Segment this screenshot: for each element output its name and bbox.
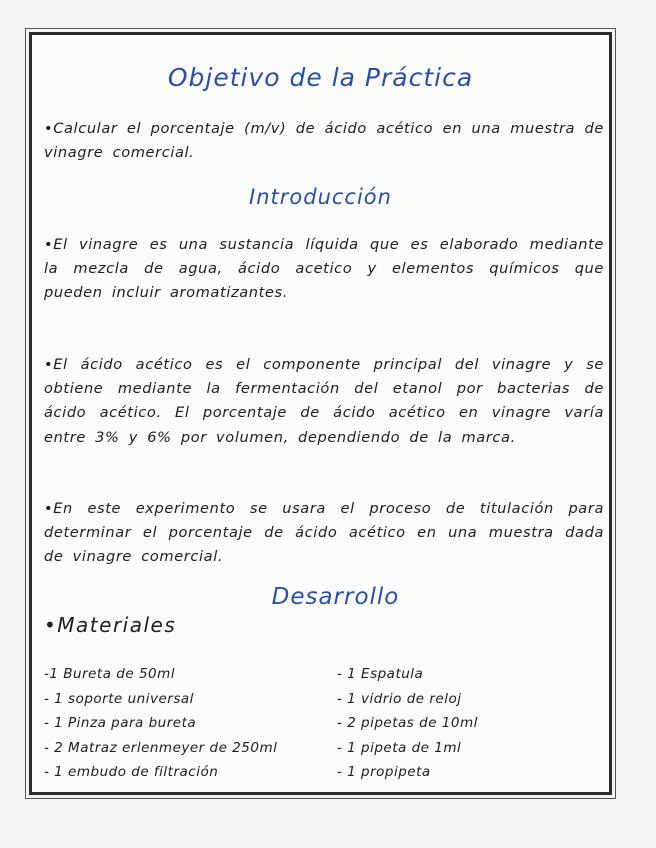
desarrollo-title: Desarrollo [271, 584, 400, 610]
materiales-list-left [44, 662, 334, 785]
material-item: - 2 Matraz erlenmeyer de 250ml [44, 739, 278, 756]
material-item: -1 Bureta de 50ml [44, 666, 176, 682]
materiales-heading: •Materiales [44, 613, 177, 637]
objetivo-text: •Calcular el porcentaje (m/v) de ácido acético en una muestra de vinagre comercial. [44, 120, 604, 162]
material-item: - 1 pipeta de 1ml [337, 739, 462, 756]
introduccion-title: Introducción [249, 185, 392, 209]
materiales-list-right [337, 662, 627, 785]
material-item: - 1 Pinza para bureta [44, 715, 197, 731]
material-item: - 2 pipetas de 10ml [337, 715, 478, 731]
material-item: - 1 embudo de filtración [44, 764, 219, 780]
material-item: - 1 Espatula [337, 666, 424, 682]
material-item: - 1 vidrio de reloj [337, 690, 462, 707]
intro-paragraph: •El vinagre es una sustancia líquida que es elaborado mediante la mezcla de agua, ácido acetico y elementos químicos que pueden incluir aromatizantes. [44, 236, 604, 302]
intro-paragraph: •El ácido acético es el componente principal del vinagre y se obtiene mediante la fermentación del etanol por bacterias de ácido acético. El porcentaje de ácido acético en vinagre varía entre 3% y 6% por volumen, dependiendo de la marca. [44, 356, 604, 446]
material-item: - 1 soporte universal [44, 690, 194, 707]
page-frame [29, 32, 612, 795]
material-item: - 1 propipeta [337, 764, 431, 780]
intro-paragraph: •En este experimento se usara el proceso de titulación para determinar el porcentaje de ácido acético en una muestra dada de vinagre comercial. [44, 500, 604, 566]
objetivo-title: Objetivo de la Práctica [167, 63, 474, 92]
